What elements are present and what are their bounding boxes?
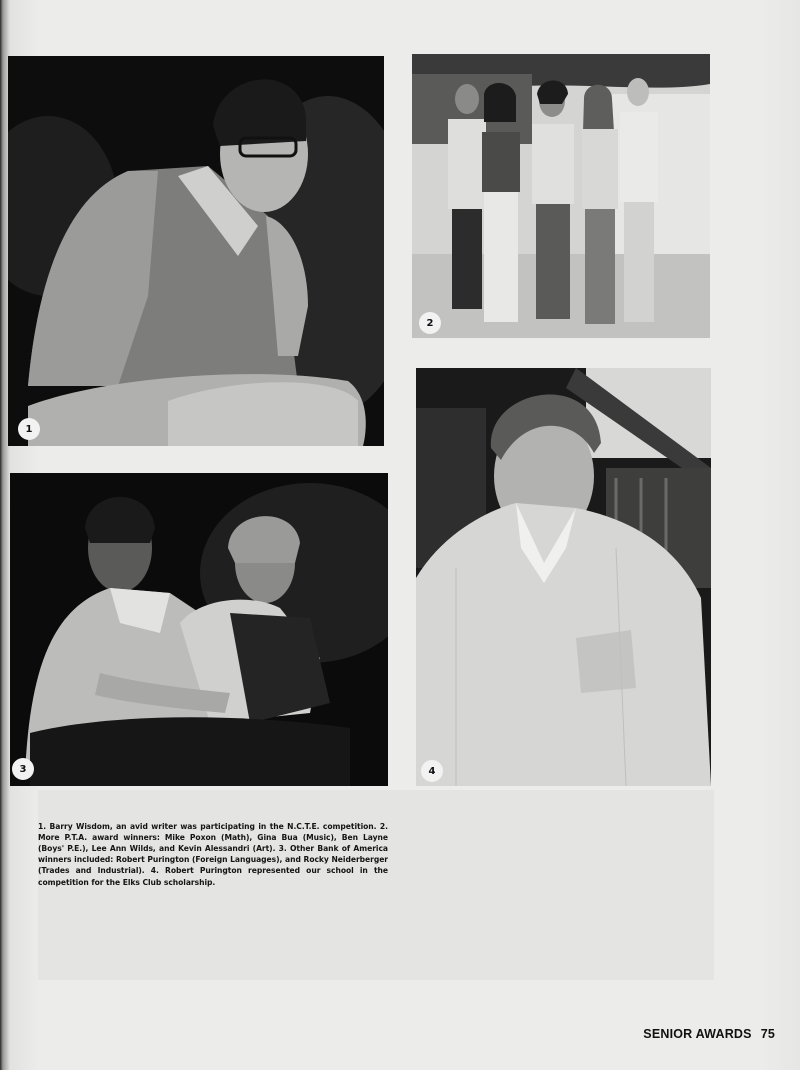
photo-2 (412, 54, 710, 338)
section-title: SENIOR AWARDS (643, 1027, 752, 1041)
photo-2-number-badge: 2 (419, 312, 441, 334)
page-number: 75 (760, 1027, 775, 1041)
page-footer (643, 1027, 775, 1041)
photo-2-image (412, 54, 710, 338)
photo-4-image (416, 368, 711, 786)
photo-1 (8, 56, 384, 446)
photo-caption: 1. Barry Wisdom, an avid writer was participating in the N.C.T.E. competition. 2. More P.T.A. award winners: Mike Poxon (Math), Gina Bua (Music), Ben Layne (Boys' P.E.), Lee Ann Wilds, and Kevin Alessandri (Art). 3. Other Bank of America winners included: Robert Purington (Foreign Languages), and Rocky Neiderberger (Trades and Industrial). 4. Robert Purington represented our school in the competition for the Elks Club scholarship. (38, 821, 388, 887)
photo-4-number-badge: 4 (421, 760, 443, 782)
photo-4 (416, 368, 711, 786)
photo-1-number-badge: 1 (18, 418, 40, 440)
photo-1-image (8, 56, 384, 446)
photo-3-image (10, 473, 388, 786)
photo-3 (10, 473, 388, 786)
photo-3-number-badge: 3 (12, 758, 34, 780)
